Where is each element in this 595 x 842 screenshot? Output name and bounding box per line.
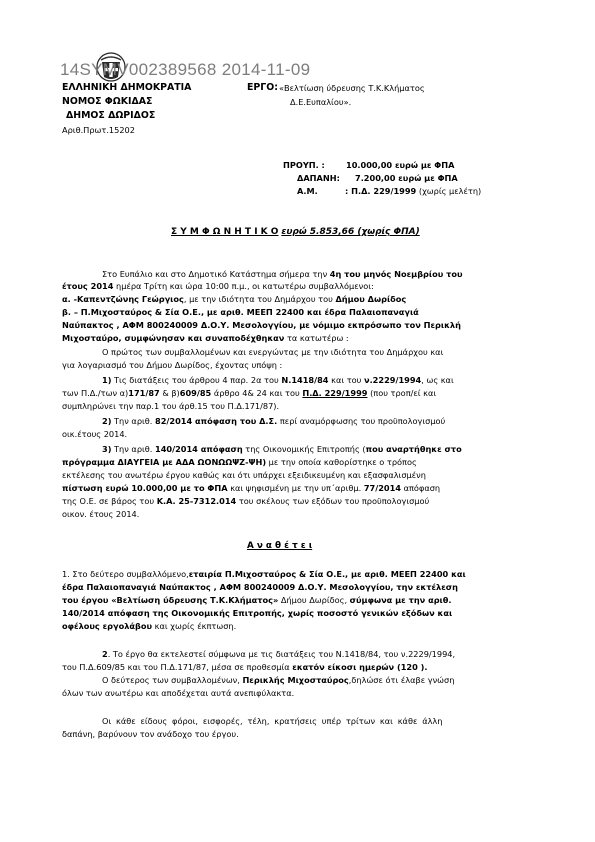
party-b-line1: β. – Π.Μιχοσταύρος & Σία Ο.Ε., με αριθ. ΜΕΕΠ 22400 και έδρα Παλαιοπαναγιά xyxy=(62,307,419,317)
assign-2-line-1: 2. Το έργο θα εκτελεστεί σύμφωνα με τις διατάξεις του Ν.1418/84, του ν.2229/1994, xyxy=(102,649,456,659)
assign-2-line-4: όλων των ανωτέρω και αποδέχεται αυτά ανεπιφύλακτα. xyxy=(62,688,295,698)
budget-value: 10.000,00 ευρώ με ΦΠΑ xyxy=(346,160,455,170)
item-1-line-2: των Π.Δ./των α)171/87 & β)609/85 άρθρο 4& 24 και του Π.Δ. 229/1999 (που τροπ/εί και xyxy=(62,388,437,398)
project-title-line1: «Βελτίωση ύδρευσης Τ.Κ.Κλήματος xyxy=(279,83,425,93)
project-label: ΕΡΓΟ: xyxy=(247,82,278,93)
assign-1-line-4: 140/2014 απόφαση της Οικονομικής Επιτροπής, χωρίς ποσοστό γενικών εξόδων και xyxy=(62,608,453,618)
party-a: α. -Καπεντζώνης Γεώργιος, με την ιδιότητα του Δημάρχου του Δήμου Δωρίδος xyxy=(62,294,407,304)
assign-1-line-2: έδρα Παλαιοπαναγιά Ναύπακτος , ΑΦΜ 800240009 Δ.Ο.Υ. Μεσολογγίου, την εκτέλεση xyxy=(62,582,458,592)
header-republic: ΕΛΛΗΝΙΚΗ ΔΗΜΟΚΡΑΤΙΑ xyxy=(62,82,192,93)
assign-2-line-3: Ο δεύτερος των συμβαλλομένων, Περικλής Μιχοσταύρος,δηλώσε ότι έλαβε γνώση xyxy=(102,675,455,685)
assign-1-line-3: του έργου «Βελτίωση ύδρευσης Τ.Κ.Κλήματος» Δήμου Δωρίδος, σύμφωνα με την αριθ. xyxy=(62,595,452,605)
assigns-heading: Α ν α θ έ τ ε ι xyxy=(247,541,313,551)
item-1-line-1: 1) Τις διατάξεις του άρθρου 4 παρ. 2α του Ν.1418/84 και του ν.2229/1994, ως και xyxy=(102,375,454,385)
item-3-line-5: της Ο.Ε. σε βάρος του Κ.Α. 25-7312.014 του σκέλους των εξόδων του προϋπολογισμού xyxy=(62,496,430,506)
contract-title-word: Σ Υ Μ Φ Ω Ν Η Τ Ι Κ Ο xyxy=(171,227,279,237)
item-2-line-1: 2) Την αριθ. 82/2014 απόφαση του Δ.Σ. περί αναμόρφωσης του προϋπολογισμού xyxy=(102,416,446,426)
item-3-line-3: εκτέλεσης του ανωτέρω έργου καθώς και ότι υπάρχει εξειδικευμένη και εξασφαλισμένη xyxy=(62,470,426,480)
assign-1-line-5: οφέλους εργολάβου και χωρίς έκπτωση. xyxy=(62,621,237,631)
budget-label: ΠΡΟΥΠ. : xyxy=(283,160,325,170)
project-title-line2: Δ.Ε.Ευπαλίου». xyxy=(290,97,352,107)
party-b-line3: Μιχοσταύρο, συμφώνησαν και συναποδέχθηκαν τα κατωτέρω : xyxy=(62,333,349,343)
registry-label: Α.Μ. xyxy=(297,186,318,196)
protocol-number: Αριθ.Πρωτ.15202 xyxy=(62,125,135,135)
item-3-line-2: πρόγραμμα ΔΙΑΥΓΕΙΑ με ΑΔΑ ΩΟΝΩΩΨΖ-ΨΗ) με την οποία καθορίστηκε ο τρόπος xyxy=(62,457,417,467)
mayor-line-1: Ο πρώτος των συμβαλλομένων και ενεργώντας με την ιδιότητα του Δημάρχου και xyxy=(102,347,444,357)
mayor-line-2: για λογαριασμό του Δήμου Δωρίδος, έχοντας υπόψη : xyxy=(62,360,283,370)
intro-line-1: Στο Ευπάλιο και στο Δημοτικό Κατάστημα σήμερα την 4η του μηνός Νοεμβρίου του xyxy=(102,269,463,279)
item-2-line-2: οικ.έτους 2014. xyxy=(62,429,128,439)
contract-amount: ευρώ 5.853,66 (χωρίς ΦΠΑ) xyxy=(281,227,420,237)
contract-title xyxy=(171,227,420,237)
registry-note: (χωρίς μελέτη) xyxy=(418,186,482,196)
party-b-line2: Ναύπακτος , ΑΦΜ 800240009 Δ.Ο.Υ. Μεσολογγίου, με νόμιμο εκπρόσωπο τον Περικλή xyxy=(62,320,461,330)
expense-value: 7.200,00 ευρώ με ΦΠΑ xyxy=(355,173,458,183)
header-prefecture: ΝΟΜΟΣ ΦΩΚΙΔΑΣ xyxy=(62,96,153,107)
taxes-line-2: δαπάνη, βαρύνουν τον ανάδοχο του έργου. xyxy=(62,729,239,739)
header-municipality: ΔΗΜΟΣ ΔΩΡΙΔΟΣ xyxy=(66,110,156,121)
document-watermark: 14SYMV002389568 2014-11-09 xyxy=(60,60,311,79)
registry-value: : Π.Δ. 229/1999 xyxy=(345,186,417,196)
taxes-line-1: Οι κάθε είδους φόροι, εισφορές, τέλη, κρατήσεις υπέρ τρίτων και κάθε άλλη xyxy=(102,716,443,726)
item-3-line-1: 3) Την αριθ. 140/2014 απόφαση της Οικονομικής Επιτροπής (που αναρτήθηκε στο xyxy=(102,444,462,454)
expense-label: ΔΑΠΑΝΗ: xyxy=(297,173,340,183)
assign-2-line-2: του Π.Δ.609/85 και του Π.Δ.171/87, μέσα σε προθεσμία εκατόν είκοσι ημερών (120 ). xyxy=(62,662,428,672)
item-1-line-3: συμπληρώνει την παρ.1 του άρθ.15 του Π.Δ.171/87). xyxy=(62,401,280,411)
assign-1-line-1: 1. Στο δεύτερο συμβαλλόμενο,εταιρία Π.Μιχοσταύρος & Σία Ο.Ε., με αριθ. ΜΕΕΠ 22400 και xyxy=(62,569,466,579)
intro-line-2: έτους 2014 ημέρα Τρίτη και ώρα 10:00 π.μ., οι κατωτέρω συμβαλλόμενοι: xyxy=(62,281,374,291)
item-3-line-6: οικον. έτους 2014. xyxy=(62,509,140,519)
item-3-line-4: πίστωση ευρώ 10.000,00 με το ΦΠΑ και ψηφισμένη με την υπ΄αριθμ. 77/2014 απόφαση xyxy=(62,483,441,493)
